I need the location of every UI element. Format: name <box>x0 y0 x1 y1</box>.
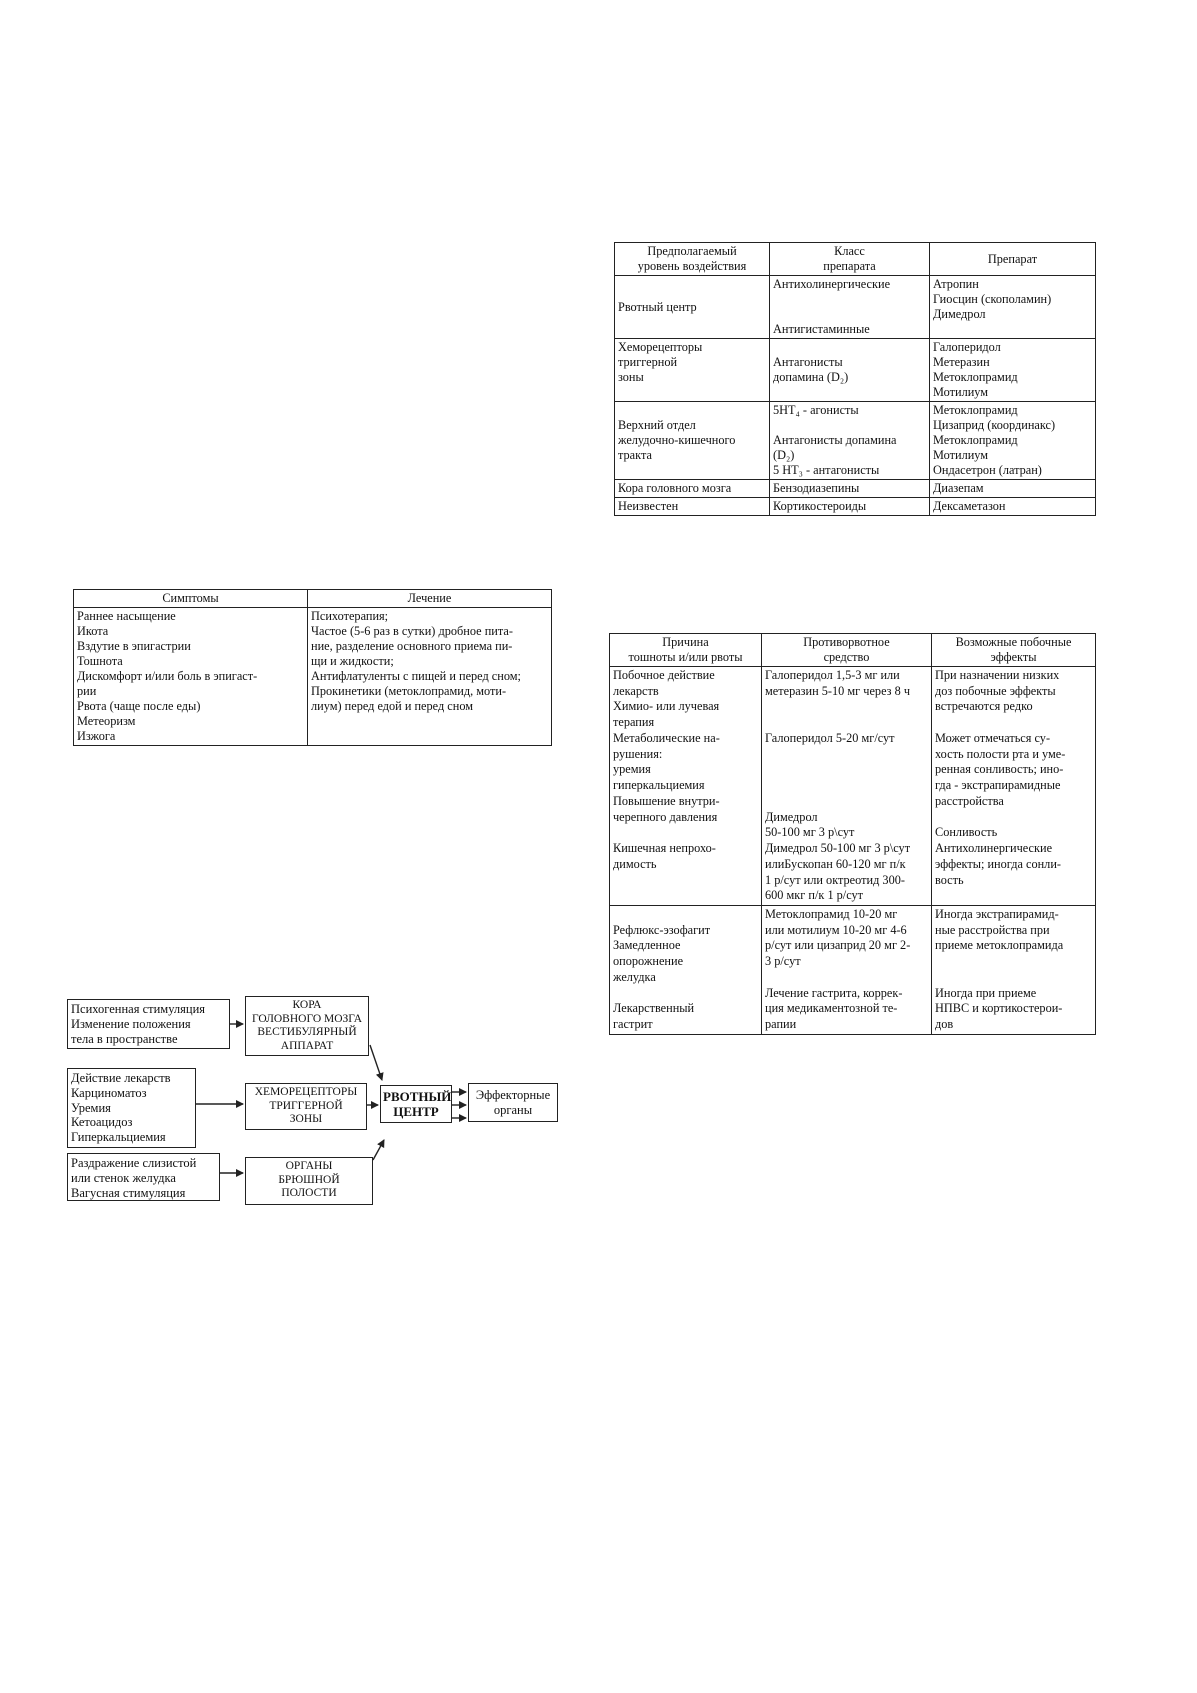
table-cell: При назначении низких доз побочные эффекты встречаются редко Может отмечаться су- хость полости рта и уме- ренная сонливость; ино- гда - экстрапирамидные расстройства Сонливость Антихолинергические эффекты; иногда сонли- вость <box>932 667 1096 906</box>
table-cell: Дексаметазон <box>930 498 1096 516</box>
table-cell: Диазепам <box>930 480 1096 498</box>
table-cell: Метоклопрамид 10-20 мг или мотилиум 10-20 мг 4-6 р/сут или цизаприд 20 мг 2- 3 р/сут Лечение гастрита, коррек- ция медикаментозной те- рапии <box>762 906 932 1035</box>
vomiting-center-box: РВОТНЫЙ ЦЕНТР <box>380 1085 452 1123</box>
table-cell: Антагонисты допамина (D₂) <box>770 339 930 402</box>
column-header: Лечение <box>308 590 552 608</box>
table-header-row <box>610 634 1096 667</box>
arrow <box>373 1140 384 1160</box>
table-cell: Рвотный центр <box>615 276 770 339</box>
table-row <box>615 402 1096 480</box>
chemoreceptor-zone-box: ХЕМОРЕЦЕПТОРЫ ТРИГГЕРНОЙ ЗОНЫ <box>245 1083 367 1130</box>
table-action-levels <box>614 242 1096 516</box>
column-header: Класс препарата <box>770 243 930 276</box>
column-header: Предполагаемый уровень воздействия <box>615 243 770 276</box>
stimulus-psychogenic: Психогенная стимуляция Изменение положения тела в пространстве <box>67 999 230 1049</box>
column-header: Противорвотное средство <box>762 634 932 667</box>
table-cell: 5HT₄ - агонисты Антагонисты допамина (D₂) 5 HT₃ - антагонисты <box>770 402 930 480</box>
cortex-vestibular-box: КОРА ГОЛОВНОГО МОЗГА ВЕСТИБУЛЯРНЫЙ АППАРАТ <box>245 996 369 1056</box>
treatment-cell: Психотерапия; Частое (5-6 раз в сутки) дробное пита- ние, разделение основного приема пи- щи и жидкости; Антифлатуленты с пищей и перед сном; Прокинетики (метоклопрамид, моти- лиум) перед едой и перед сном <box>308 608 552 746</box>
stimulus-chemical: Действие лекарств Карциноматоз Уремия Кетоацидоз Гиперкальциемия <box>67 1068 196 1148</box>
table-cell: Антихолинергические Антигистаминные <box>770 276 930 339</box>
table-cell: Кора головного мозга <box>615 480 770 498</box>
table-cell: Иногда экстрапирамид- ные расстройства при приеме метоклопрамида Иногда при приеме НПВС и кортикостерои- дов <box>932 906 1096 1035</box>
table-cell: Хеморецепторы триггерной зоны <box>615 339 770 402</box>
table-row <box>610 667 1096 906</box>
table-cell: Кортикостероиды <box>770 498 930 516</box>
column-header: Препарат <box>930 243 1096 276</box>
arrow <box>370 1045 382 1080</box>
table-causes <box>609 633 1096 1035</box>
table-cell: Галоперидол 1,5-3 мг или метеразин 5-10 мг через 8 ч Галоперидол 5-20 мг/сут Димедрол 50-100 мг 3 р\сут Димедрол 50-100 мг 3 р\сут илиБускопан 60-120 мг п/к 1 р/сут или октреотид 300- 600 мкг п/к 1 р/сут <box>762 667 932 906</box>
table-row <box>615 480 1096 498</box>
table-cell: Метоклопрамид Цизаприд (координакс) Метоклопрамид Мотилиум Ондасетрон (латран) <box>930 402 1096 480</box>
table-cell: Рефлюкс-эзофагит Замедленное опорожнение желудка Лекарственный гастрит <box>610 906 762 1035</box>
table-cell: Галоперидол Метеразин Метоклопрамид Мотилиум <box>930 339 1096 402</box>
stimulus-gastric: Раздражение слизистой или стенок желудка Вагусная стимуляция <box>67 1153 220 1201</box>
table-cell: Атропин Гиосцин (скополамин) Димедрол <box>930 276 1096 339</box>
table-cell: Побочное действие лекарств Химио- или лучевая терапия Метаболические на- рушения: уремия гиперкальциемия Повышение внутри- черепного давления Кишечная непрохо- димость <box>610 667 762 906</box>
table-row <box>610 906 1096 1035</box>
column-header: Симптомы <box>74 590 308 608</box>
table-row <box>615 498 1096 516</box>
table-cell: Бензодиазепины <box>770 480 930 498</box>
table-header-row <box>615 243 1096 276</box>
column-header: Причина тошноты и/или рвоты <box>610 634 762 667</box>
effector-organs-box: Эффекторные органы <box>468 1083 558 1122</box>
symptoms-cell: Раннее насыщение Икота Вздутие в эпигастрии Тошнота Дискомфорт и/или боль в эпигаст- рии Рвота (чаще после еды) Метеоризм Изжога <box>74 608 308 746</box>
table-symptoms <box>73 589 552 746</box>
table-row <box>615 339 1096 402</box>
column-header: Возможные побочные эффекты <box>932 634 1096 667</box>
table-row <box>615 276 1096 339</box>
table-row <box>74 608 552 746</box>
table-cell: Неизвестен <box>615 498 770 516</box>
table-header-row <box>74 590 552 608</box>
abdominal-organs-box: ОРГАНЫ БРЮШНОЙ ПОЛОСТИ <box>245 1157 373 1205</box>
table-cell: Верхний отдел желудочно-кишечного тракта <box>615 402 770 480</box>
